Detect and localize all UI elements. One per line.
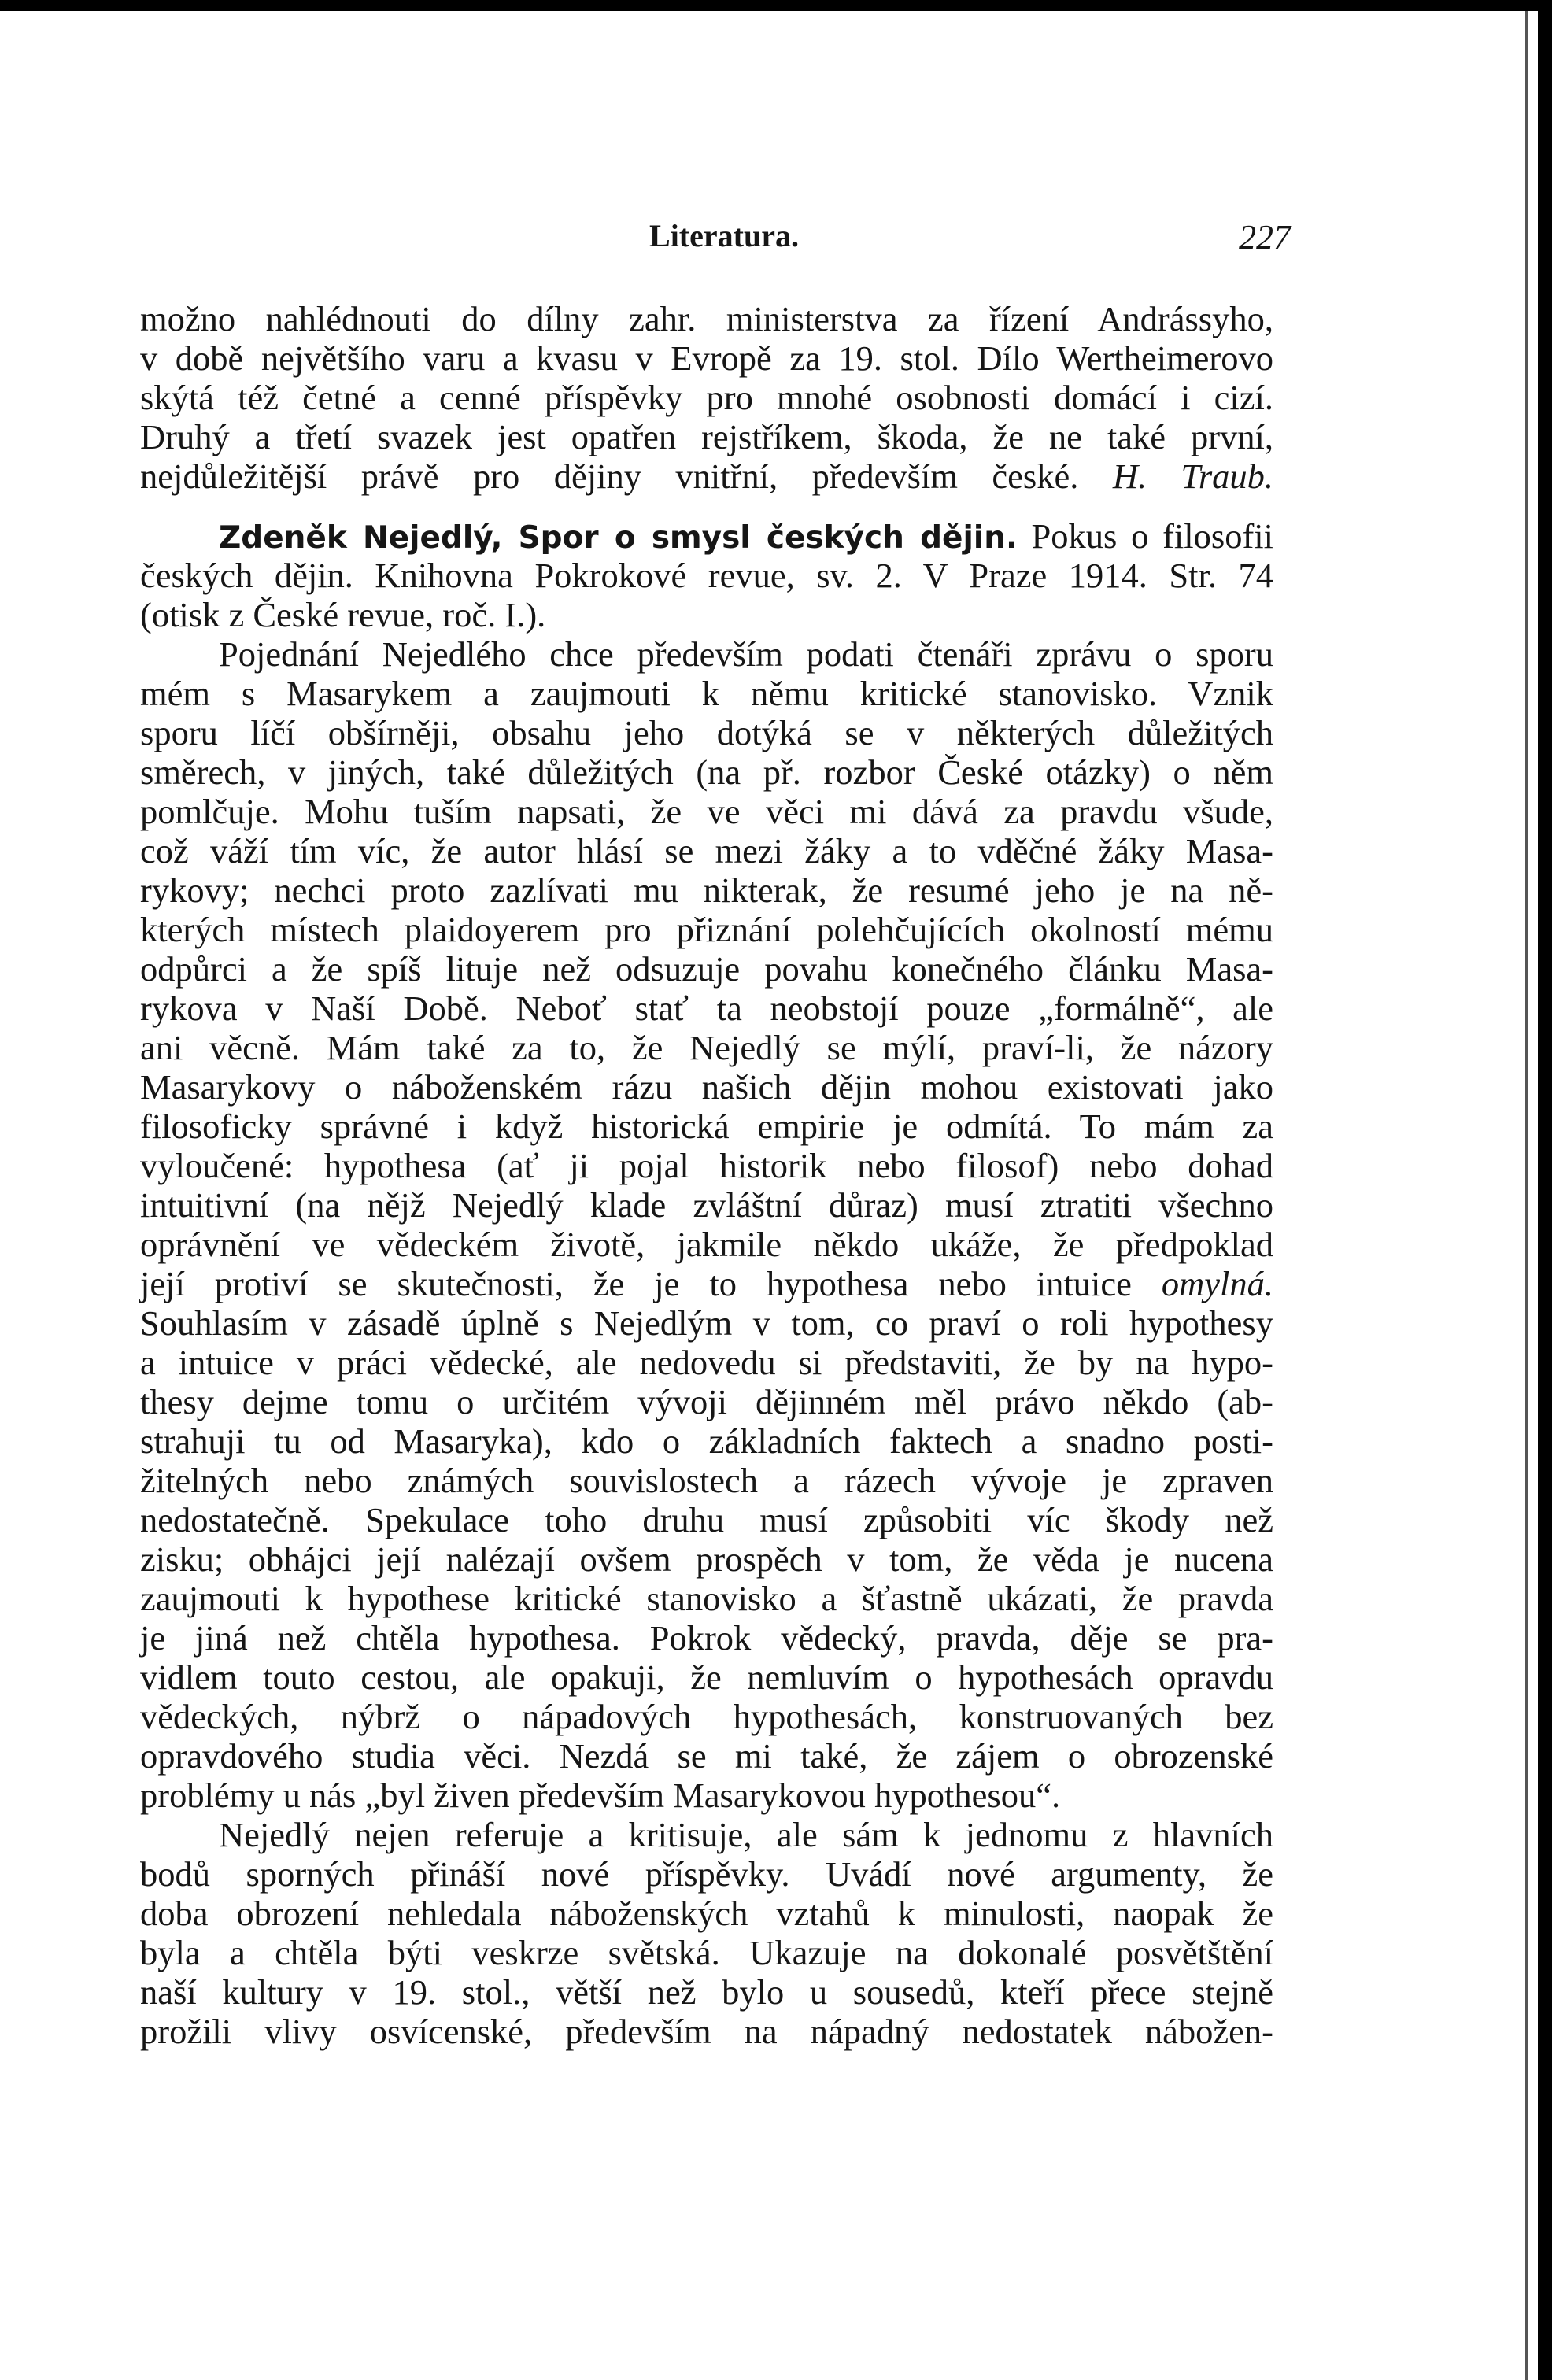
paragraph-line: rykovy; nechci proto zazlívati mu nikterak, že resumé jeho je na ně- bbox=[140, 870, 1273, 910]
bibliographic-line: (otisk z České revue, roč. I.). bbox=[140, 595, 546, 634]
paragraph-line: prožili vlivy osvícenské, především na nápadný nedostatek nábožen- bbox=[140, 2012, 1273, 2051]
paragraph-line: Souhlasím v zásadě úplně s Nejedlým v tom, co praví o roli hypothesy bbox=[140, 1303, 1273, 1343]
paragraph-line bbox=[140, 1264, 1273, 1303]
paragraph-line: vyloučené: hypothesa (ať ji pojal historik nebo filosof) nebo dohad bbox=[140, 1146, 1273, 1185]
paragraph-line: ani věcně. Mám také za to, že Nejedlý se mýlí, praví-li, že názory bbox=[140, 1028, 1273, 1067]
paragraph-line: Nejedlý nejen referuje a kritisuje, ale sám k jednomu z hlavních bbox=[219, 1815, 1273, 1854]
text-line-signed bbox=[140, 456, 1273, 496]
emphasized-word: omylná. bbox=[1161, 1264, 1273, 1303]
paragraph-line: což váží tím víc, že autor hlásí se mezi žáky a to vděčné žáky Masa- bbox=[140, 831, 1273, 870]
paragraph-line: thesy dejme tomu o určitém vývoji dějinném měl právo někdo (ab- bbox=[140, 1382, 1273, 1421]
text-line: skýtá též četné a cenné příspěvky pro mnohé osobnosti domácí i cizí. bbox=[140, 378, 1273, 417]
paragraph-line: mém s Masarykem a zaujmouti k němu kritické stanovisko. Vznik bbox=[140, 674, 1273, 713]
paragraph-line: zisku; obhájci její nalézají ovšem prospěch v tom, že věda je nucena bbox=[140, 1539, 1273, 1579]
paragraph-line: vidlem touto cestou, ale opakuji, že nemluvím o hypothesách opravdu bbox=[140, 1658, 1273, 1697]
paragraph-line: byla a chtěla býti veskrze světská. Ukazuje na dokonalé posvětštění bbox=[140, 1933, 1273, 1972]
text-line-content: nejdůležitější právě pro dějiny vnitřní, především české. bbox=[140, 456, 1079, 496]
author-signature: H. Traub. bbox=[1112, 456, 1274, 496]
paragraph-line: a intuice v práci vědecké, ale nedovedu si představiti, že by na hypo- bbox=[140, 1343, 1273, 1382]
paragraph-line: rykova v Naší Době. Neboť stať ta neobstojí pouze „formálně“, ale bbox=[140, 989, 1273, 1028]
paragraph-line: strahuji tu od Masaryka), kdo o základních faktech a snadno posti- bbox=[140, 1421, 1273, 1461]
paragraph-line: Pojednání Nejedlého chce především podati čtenáři zprávu o sporu bbox=[219, 634, 1273, 674]
paragraph-line: filosoficky správné i když historická empirie je odmítá. To mám za bbox=[140, 1107, 1273, 1146]
review-heading bbox=[140, 516, 1273, 556]
paragraph-line: Masarykovy o náboženském rázu našich dějin mohou existovati jako bbox=[140, 1067, 1273, 1107]
page-number: 227 bbox=[1239, 218, 1291, 257]
text-column bbox=[140, 299, 1273, 2051]
paragraph-line: odpůrci a že spíš lituje než odsuzuje povahu konečného článku Masa- bbox=[140, 949, 1273, 989]
paragraph-line: zaujmouti k hypothese kritické stanovisko a šťastně ukázati, že pravda bbox=[140, 1579, 1273, 1618]
paragraph-line: vědeckých, nýbrž o nápadových hypothesách, konstruovaných bez bbox=[140, 1697, 1273, 1736]
paragraph-line: směrech, v jiných, také důležitých (na př. rozbor České otázky) o něm bbox=[140, 752, 1273, 792]
paragraph-line: sporu líčí obšírněji, obsahu jeho dotýká se v některých důležitých bbox=[140, 713, 1273, 752]
running-title: Literatura. bbox=[649, 218, 799, 253]
scan-border-right bbox=[1538, 0, 1552, 2380]
scan-edge-line bbox=[1525, 11, 1528, 2380]
text-line: v době největšího varu a kvasu v Evropě za 19. stol. Dílo Wertheimerovo bbox=[140, 338, 1273, 378]
text-line: možno nahlédnouti do dílny zahr. ministerstva za řízení Andrássyho, bbox=[140, 299, 1273, 338]
page-header bbox=[157, 217, 1291, 272]
paragraph-line: je jiná než chtěla hypothesa. Pokrok vědecký, pravda, děje se pra- bbox=[140, 1618, 1273, 1658]
paragraph-line: kterých místech plaidoyerem pro přiznání polehčujících okolností mému bbox=[140, 910, 1273, 949]
paragraph-line: nedostatečně. Spekulace toho druhu musí způsobiti víc škody než bbox=[140, 1500, 1273, 1539]
paragraph-line: doba obrození nehledala náboženských vztahů k minulosti, naopak že bbox=[140, 1894, 1273, 1933]
paragraph-line: naší kultury v 19. stol., větší než bylo u sousedů, kteří přece stejně bbox=[140, 1972, 1273, 2012]
book-title: Zdeněk Nejedlý, Spor o smysl českých dějin. bbox=[219, 520, 1018, 556]
paragraph-line: opravdového studia věci. Nezdá se mi také, že zájem o obrozenské bbox=[140, 1736, 1273, 1776]
text-line: Druhý a třetí svazek jest opatřen rejstříkem, škoda, že ne také první, bbox=[140, 417, 1273, 456]
paragraph-line: intuitivní (na nějž Nejedlý klade zvláštní důraz) musí ztratiti všechno bbox=[140, 1185, 1273, 1225]
book-subtitle: Pokus o filosofii bbox=[1017, 516, 1273, 556]
paragraph-line-content: její protiví se skutečnosti, že je to hypothesa nebo intuice bbox=[140, 1264, 1132, 1303]
bibliographic-line: českých dějin. Knihovna Pokrokové revue, sv. 2. V Praze 1914. Str. 74 bbox=[140, 556, 1273, 595]
paragraph-line: bodů sporných přináší nové příspěvky. Uvádí nové argumenty, že bbox=[140, 1854, 1273, 1894]
paragraph-line: oprávnění ve vědeckém životě, jakmile někdo ukáže, že předpoklad bbox=[140, 1225, 1273, 1264]
paragraph-line: žitelných nebo známých souvislostech a rázech vývoje je zpraven bbox=[140, 1461, 1273, 1500]
scan-border-top bbox=[0, 0, 1552, 11]
paragraph-line: pomlčuje. Mohu tuším napsati, že ve věci mi dává za pravdu všude, bbox=[140, 792, 1273, 831]
paragraph-line: problémy u nás „byl živen především Masarykovou hypothesou“. bbox=[140, 1776, 1061, 1815]
